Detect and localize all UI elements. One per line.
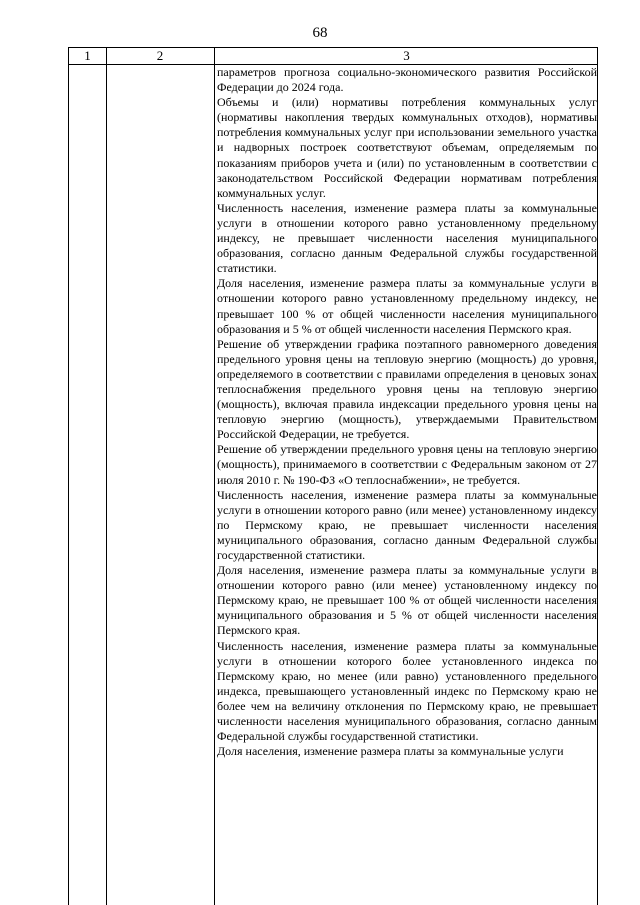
page-number: 68 [312,25,328,41]
paragraph: Доля населения, изменение размера платы за коммунальные услуги в отношении которого равно (или менее) установленному индексу по Пермскому краю, не превышает 100 % от общей численности населения муниципального образования и 5 % от общей численности населения Пермского края. [217,563,597,638]
paragraph: Решение об утверждении графика поэтапного равномерного доведения предельного уровня цены на тепловую энергию (мощность) до уровня, определяемого в соответствии с правилами определения в ценовых зонах теплоснабжения предельного уровня цены на тепловую энергию (мощность), включая правила индексации предельного уровня цены на тепловую энергию (мощность), утверждаемыми Правительством Российской Федерации, не требуется. [217,336,597,442]
header-cell-1: 1 [84,48,91,63]
paragraph: Численность населения, изменение размера платы за коммунальные услуги в отношении которого равно (или менее) установленному индексу по Пермскому краю, не превышает численности населения муниципального образования, согласно данным Федеральной службы государственной статистики. [217,487,597,562]
paragraph: Доля населения, изменение размера платы за коммунальные услуги [217,744,564,759]
paragraph: Объемы и (или) нормативы потребления коммунальных услуг (нормативы накопления твердых коммунальных отходов), нормативы потребления коммунальных услуг при использовании земельного участка и надворных построек соответствуют объемам, определяемым по показаниям приборов учета и (или) по установленным в соответствии с законодательством Российской Федерации нормативам потребления коммунальных услуг. [217,95,597,200]
table-header-row [69,48,597,65]
paragraph: Доля населения, изменение размера платы за коммунальные услуги в отношении которого равно установленному предельному индексу, не превышает 100 % от общей численности населения муниципального образования и 5 % от общей численности населения Пермского края. [217,276,597,336]
paragraph: параметров прогноза социально-экономического развития Российской Федерации до 2024 года. [217,65,597,95]
paragraph: Численность населения, изменение размера платы за коммунальные услуги в отношении которого более установленного индекса по Пермскому краю, но менее (или равно) установленного предельного индекса, превышающего установленный индекс по Пермскому краю не более чем на величину отклонения по Пермскому краю, не превышает численности населения муниципального образования, согласно данным Федеральной службы государственной статистики. [217,638,597,744]
column-divider [106,48,107,905]
header-cell-3: 3 [403,48,410,63]
table-cell-column-3 [217,65,597,759]
paragraph: Численность населения, изменение размера платы за коммунальные услуги в отношении которого равно установленному предельному индексу, не превышает численности населения муниципального образования, согласно данным Федеральной службы государственной статистики. [217,200,597,276]
column-divider [214,48,215,905]
header-cell-2: 2 [156,48,164,63]
paragraph: Решение об утверждении предельного уровня цены на тепловую энергию (мощность), принимаемого в соответствии с Федеральным законом от 27 июля 2010 г. № 190-ФЗ «О теплоснабжении», не требуется. [217,442,597,487]
document-table [68,47,598,905]
